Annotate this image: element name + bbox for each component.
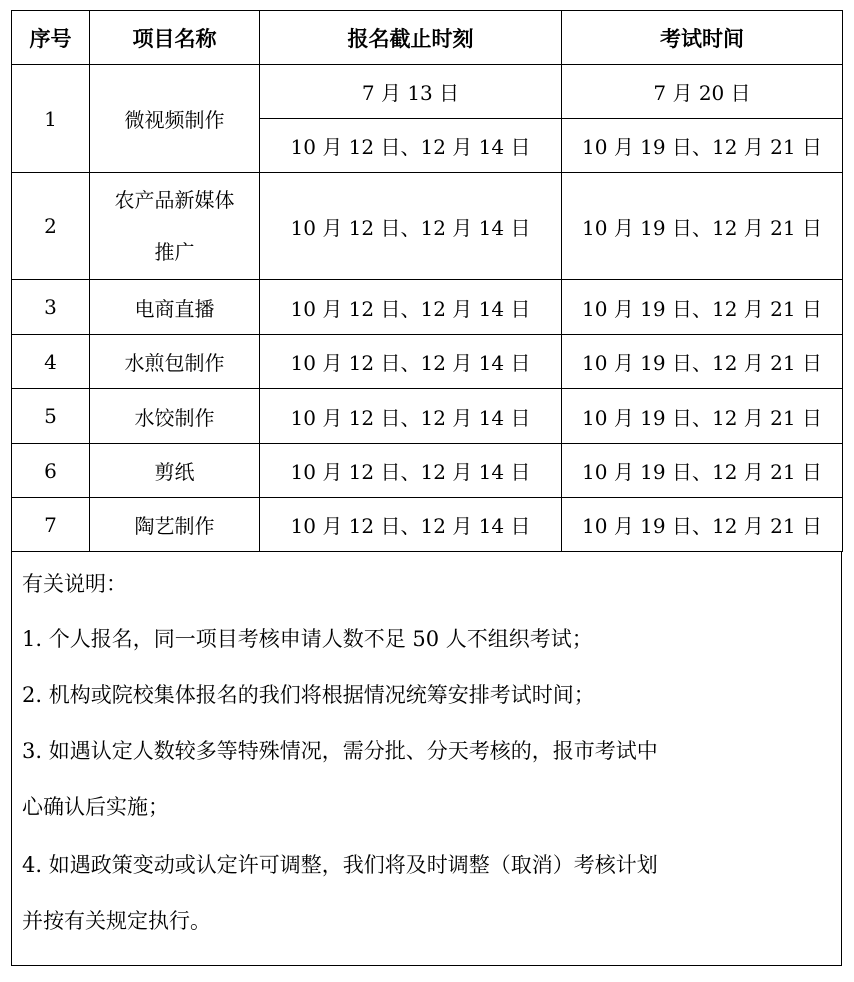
row-name: 陶艺制作 (90, 498, 260, 552)
registration-deadline-cell: 10 月 12 日、12 月 14 日 (260, 119, 562, 173)
exam-time-cell: 10 月 19 日、12 月 21 日 (562, 498, 843, 552)
registration-deadline-cell: 7 月 13 日 (260, 65, 562, 119)
registration-deadline-cell: 10 月 12 日、12 月 14 日 (260, 389, 562, 444)
row-name: 电商直播 (90, 280, 260, 335)
table-row (12, 389, 843, 444)
note-item-continuation: 并按有关规定执行。 (22, 909, 211, 933)
header-no: 序号 (12, 11, 90, 65)
registration-deadline-cell: 10 月 12 日、12 月 14 日 (260, 335, 562, 389)
exam-schedule-table (11, 10, 843, 552)
exam-schedule-document (11, 10, 842, 966)
row-name (90, 173, 260, 280)
row-no: 1 (12, 65, 90, 173)
header-registration-deadline: 报名截止时刻 (260, 11, 562, 65)
header-exam-time: 考试时间 (562, 11, 843, 65)
row-name: 水饺制作 (90, 389, 260, 444)
table-row (12, 173, 843, 280)
row-name: 微视频制作 (90, 65, 260, 173)
row-no: 2 (12, 173, 90, 280)
notes-heading: 有关说明： (22, 572, 127, 596)
registration-deadline-cell: 10 月 12 日、12 月 14 日 (260, 444, 562, 498)
notes-section (11, 552, 842, 966)
note-item: 1. 个人报名，同一项目考核申请人数不足 50 人不组织考试； (22, 627, 593, 651)
note-item: 2. 机构或院校集体报名的我们将根据情况统筹安排考试时间； (22, 683, 595, 707)
exam-time-cell: 10 月 19 日、12 月 21 日 (562, 173, 843, 280)
row-name-line: 推广 (154, 240, 195, 264)
note-item: 4. 如遇政策变动或认定许可调整，我们将及时调整（取消）考核计划 (22, 853, 658, 877)
table-row (12, 498, 843, 552)
table-row (12, 335, 843, 389)
exam-time-cell: 10 月 19 日、12 月 21 日 (562, 119, 843, 173)
exam-time-cell: 10 月 19 日、12 月 21 日 (562, 444, 843, 498)
table-row (12, 444, 843, 498)
table-header-row (12, 11, 843, 65)
exam-time-cell: 7 月 20 日 (562, 65, 843, 119)
table-row (12, 65, 843, 119)
header-name: 项目名称 (90, 11, 260, 65)
note-item: 3. 如遇认定人数较多等特殊情况，需分批、分天考核的，报市考试中 (22, 739, 658, 763)
row-no: 6 (12, 444, 90, 498)
row-name: 水煎包制作 (90, 335, 260, 389)
exam-time-cell: 10 月 19 日、12 月 21 日 (562, 389, 843, 444)
registration-deadline-cell: 10 月 12 日、12 月 14 日 (260, 173, 562, 280)
table-row (12, 280, 843, 335)
row-no: 3 (12, 280, 90, 335)
registration-deadline-cell: 10 月 12 日、12 月 14 日 (260, 498, 562, 552)
exam-time-cell: 10 月 19 日、12 月 21 日 (562, 335, 843, 389)
row-no: 7 (12, 498, 90, 552)
exam-time-cell: 10 月 19 日、12 月 21 日 (562, 280, 843, 335)
row-name-line: 农产品新媒体 (114, 188, 235, 212)
row-no: 5 (12, 389, 90, 444)
row-no: 4 (12, 335, 90, 389)
row-name: 剪纸 (90, 444, 260, 498)
note-item-continuation: 心确认后实施； (22, 795, 169, 819)
registration-deadline-cell: 10 月 12 日、12 月 14 日 (260, 280, 562, 335)
